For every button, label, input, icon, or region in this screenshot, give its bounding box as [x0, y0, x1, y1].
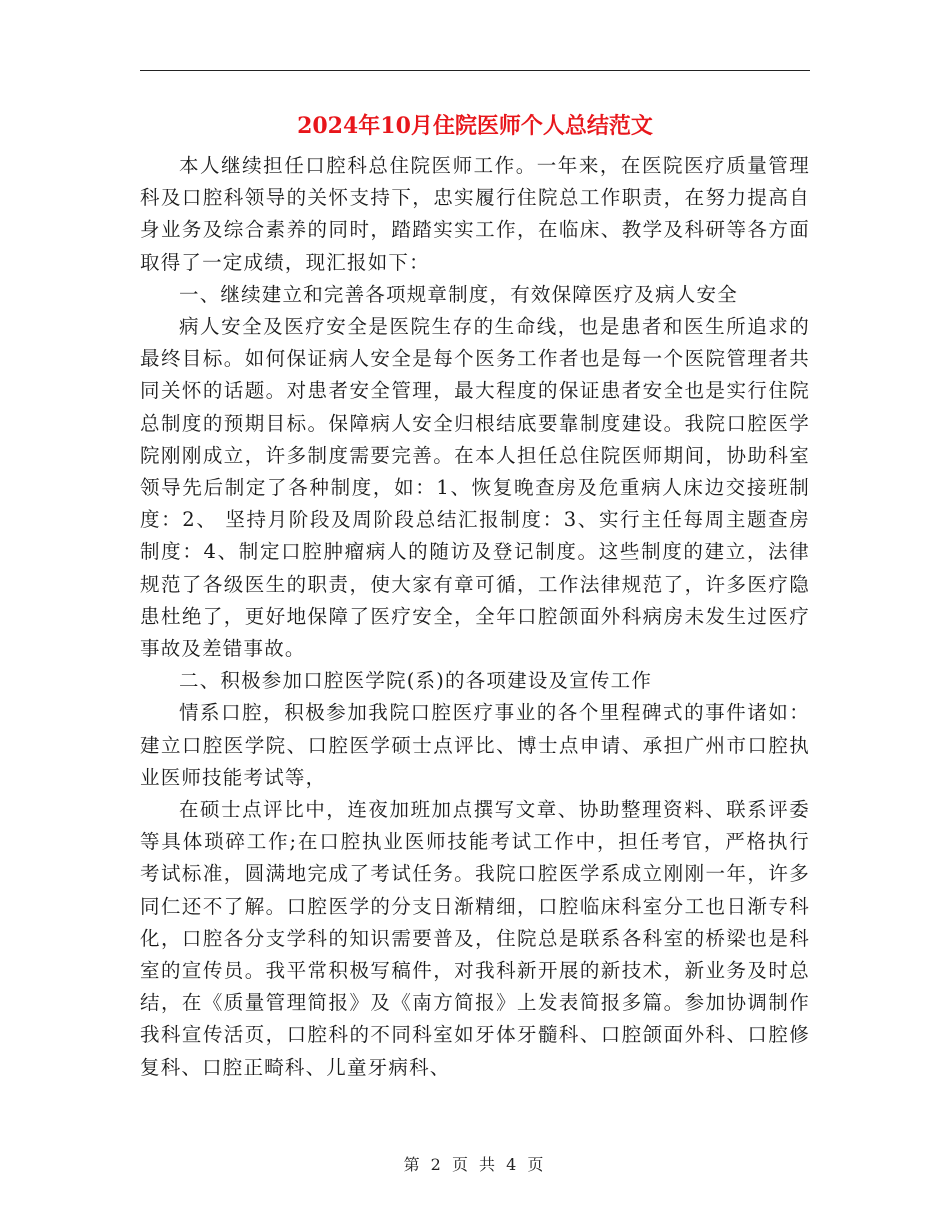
section-heading-1: 一、继续建立和完善各项规章制度，有效保障医疗及病人安全: [179, 282, 738, 306]
paragraph-intro: 本人继续担任口腔科总住院医师工作。一年来，在医院医疗质量管理科及口腔科领导的关怀支持下，忠实履行住院总工作职责，在努力提高自身业务及综合素养的同时，踏踏实实工作，在临床、教学及科研等各方面取得了一定成绩，现汇报如下：: [140, 154, 810, 274]
page-number-footer: 第 2 页 共 4 页: [403, 1155, 547, 1174]
document-body: [140, 150, 810, 1084]
paragraph-safety: 病人安全及医疗安全是医院生存的生命线，也是患者和医生所追求的最终目标。如何保证病人安全是每个医务工作者也是每一个医院管理者共同关怀的话题。对患者安全管理，最大程度的保证患者安全也是实行住院总制度的预期目标。保障病人安全归根结底要靠制度建设。我院口腔医学院刚刚成立，许多制度需要完善。在本人担任总住院医师期间，协助科室领导先后制定了各种制度，如：1、恢复晚查房及危重病人床边交接班制度：2、 坚持月阶段及周阶段总结汇报制度：3、实行主任每周主题查房制度：4、制定口腔肿瘤病人的随访及登记制度。这些制度的建立，法律规范了各级医生的职责，使大家有章可循，工作法律规范了，许多医疗隐患杜绝了，更好地保障了医疗安全，全年口腔颌面外科病房未发生过医疗事故及差错事故。: [140, 315, 810, 661]
document-title: 2024年10月住院医师个人总结范文: [297, 113, 653, 139]
paragraph-milestones: 情系口腔，积极参加我院口腔医疗事业的各个里程碑式的事件诸如：建立口腔医学院、口腔医学硕士点评比、博士点申请、承担广州市口腔执业医师技能考试等，: [140, 701, 810, 789]
section-heading-2: 二、积极参加口腔医学院(系)的各项建设及宣传工作: [179, 669, 653, 693]
header-rule: [140, 70, 810, 71]
paragraph-publicity: 在硕士点评比中，连夜加班加点撰写文章、协助整理资料、联系评委等具体琐碎工作;在口腔执业医师技能考试工作中，担任考官，严格执行考试标准，圆满地完成了考试任务。我院口腔医学系成立刚刚一年，许多同仁还不了解。口腔医学的分支日渐精细，口腔临床科室分工也日渐专科化，口腔各分支学科的知识需要普及，住院总是联系各科室的桥梁也是科室的宣传员。我平常积极写稿件，对我科新开展的新技术，新业务及时总结，在《质量管理简报》及《南方简报》上发表简报多篇。参加协调制作我科宣传活页，口腔科的不同科室如牙体牙髓科、口腔颌面外科、口腔修复科、口腔正畸科、儿童牙病科、: [140, 798, 810, 1079]
